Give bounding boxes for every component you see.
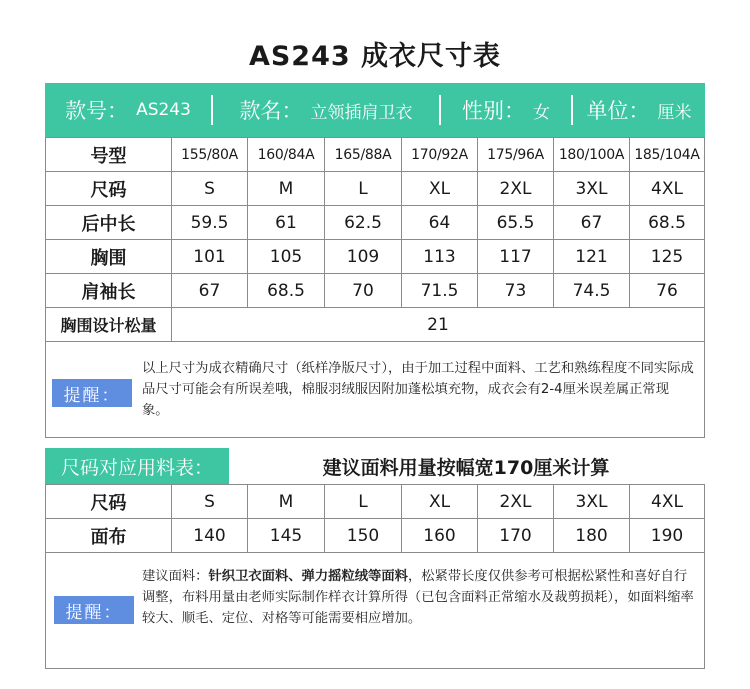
suggested-fabric-label: 建议面料：	[142, 569, 209, 584]
row-label-chest-ease: 胸围设计松量	[46, 308, 172, 342]
table-cell: 160	[402, 519, 478, 553]
table-cell: 4XL	[630, 485, 705, 519]
table-cell: 76	[630, 274, 705, 308]
table-cell: 145	[248, 519, 325, 553]
table-cell: 68.5	[248, 274, 325, 308]
table-cell: 3XL	[554, 172, 630, 206]
size-chart-table	[45, 137, 705, 342]
table-cell: 73	[478, 274, 554, 308]
table-cell: 67	[554, 206, 630, 240]
table-cell: 170	[478, 519, 554, 553]
table-cell: 175/96A	[478, 138, 554, 172]
table-cell: 190	[630, 519, 705, 553]
table-cell: XL	[402, 485, 478, 519]
page-title: AS243 成衣尺寸表	[248, 41, 502, 72]
table-cell: 67	[172, 274, 248, 308]
table-cell: 64	[402, 206, 478, 240]
fabric-usage-tag: 尺码对应用料表：	[45, 448, 229, 484]
suggested-fabric-types: 针织卫衣面料、弹力摇粒绒等面料	[208, 569, 408, 584]
table-cell: 155/80A	[172, 138, 248, 172]
table-cell: 170/92A	[402, 138, 478, 172]
table-cell: 4XL	[630, 172, 705, 206]
style-name-key: 款名：	[239, 99, 303, 123]
gender-key: 性别：	[462, 99, 525, 123]
table-cell: 105	[248, 240, 325, 274]
reminder-text: 以上尺寸为成衣精确尺寸（纸样净版尺寸），由于加工过程中面料、工艺和熟练程度不同实际成品尺寸可能会有所误差哦，棉服羽绒服因附加蓬松填充物，成衣会有2-4厘米误差属正常现象。	[142, 361, 694, 418]
table-cell: 109	[325, 240, 402, 274]
table-cell: S	[172, 485, 248, 519]
table-cell: 2XL	[478, 172, 554, 206]
product-info-bar	[45, 83, 705, 137]
table-cell: 165/88A	[325, 138, 402, 172]
table-cell: 3XL	[554, 485, 630, 519]
table-cell: 70	[325, 274, 402, 308]
table-row	[46, 274, 705, 308]
row-label-size: 尺码	[46, 485, 172, 519]
gender-value: 女	[533, 102, 550, 123]
table-cell: 180	[554, 519, 630, 553]
table-cell: M	[248, 172, 325, 206]
table-cell: XL	[402, 172, 478, 206]
table-cell: 113	[402, 240, 478, 274]
table-cell: 125	[630, 240, 705, 274]
table-row	[46, 240, 705, 274]
fabric-usage-table	[45, 484, 705, 553]
table-cell: 59.5	[172, 206, 248, 240]
unit-key: 单位：	[586, 99, 650, 123]
table-row	[46, 308, 705, 342]
table-cell: L	[325, 172, 402, 206]
gender	[441, 83, 571, 137]
row-label-fabric: 面布	[46, 519, 172, 553]
table-cell: 160/84A	[248, 138, 325, 172]
row-label-chest: 胸围	[46, 240, 172, 274]
fabric-usage-note: 建议面料用量按幅宽170厘米计算	[322, 456, 610, 479]
reminder-box-2	[45, 552, 705, 669]
reminder-badge: 提醒：	[54, 596, 134, 624]
table-cell: 121	[554, 240, 630, 274]
table-cell: 74.5	[554, 274, 630, 308]
table-row	[46, 519, 705, 553]
table-cell: 68.5	[630, 206, 705, 240]
style-number-value: AS243	[136, 100, 191, 120]
table-cell: 61	[248, 206, 325, 240]
table-row	[46, 172, 705, 206]
unit	[573, 83, 705, 137]
table-cell: 101	[172, 240, 248, 274]
table-cell: 2XL	[478, 485, 554, 519]
table-cell: 150	[325, 519, 402, 553]
row-label-sleeve-length: 肩袖长	[46, 274, 172, 308]
table-cell: 185/104A	[630, 138, 705, 172]
table-row	[46, 485, 705, 519]
table-row	[46, 138, 705, 172]
table-cell: 117	[478, 240, 554, 274]
table-cell: 62.5	[325, 206, 402, 240]
row-label-back-length: 后中长	[46, 206, 172, 240]
table-cell: 140	[172, 519, 248, 553]
table-cell: L	[325, 485, 402, 519]
table-cell: S	[172, 172, 248, 206]
row-label-size: 尺码	[46, 172, 172, 206]
style-number-key: 款号：	[65, 99, 129, 123]
style-name	[213, 83, 439, 137]
reminder-text	[142, 566, 696, 629]
table-cell: 71.5	[402, 274, 478, 308]
reminder-box-1	[45, 341, 705, 438]
reminder-detail: ，松紧带长度仅供参考可根据松紧性和喜好自行调整，布料用量由老师实际制作样衣计算所得（已包含面料正常缩水及裁剪损耗），如面料缩率较大、顺毛、定位、对格等可能需要相应增加。	[142, 569, 694, 626]
table-row	[46, 206, 705, 240]
table-cell: 180/100A	[554, 138, 630, 172]
table-cell: 65.5	[478, 206, 554, 240]
style-name-value: 立领插肩卫衣	[310, 102, 413, 123]
row-label-size-code: 号型	[46, 138, 172, 172]
chest-ease-value: 21	[172, 308, 705, 342]
reminder-badge: 提醒：	[52, 379, 132, 407]
table-cell: M	[248, 485, 325, 519]
style-number	[45, 83, 211, 137]
unit-value: 厘米	[657, 102, 692, 123]
